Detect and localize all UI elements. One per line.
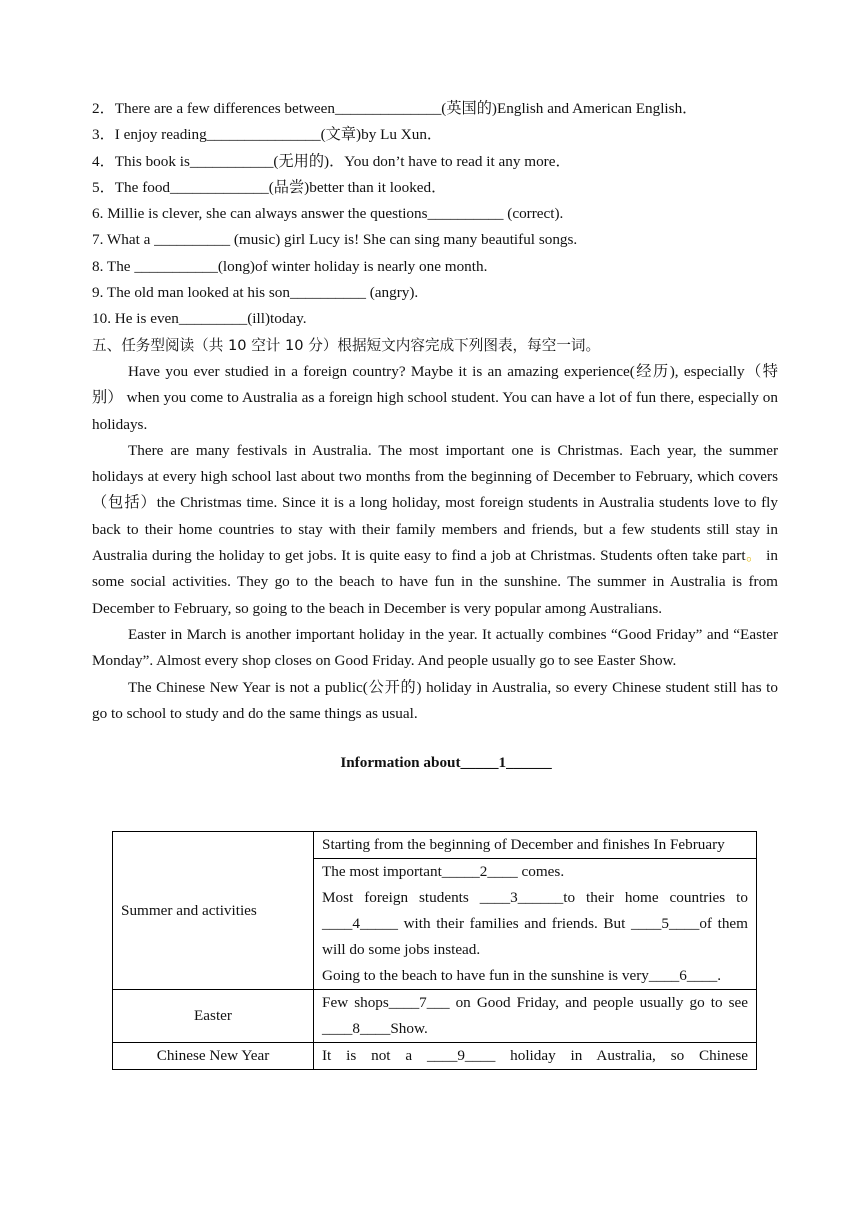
- easter-text: Few shops____7___ on Good Friday, and people usually go to see ____8____Show.: [314, 990, 757, 1043]
- exercise-line-2: 2．There are a few differences between______________(英国的)English and American English．: [92, 100, 698, 117]
- summer-row-2: [314, 859, 757, 990]
- table-row: [113, 832, 757, 859]
- passage-paragraph-1: Have you ever studied in a foreign country? Maybe it is an amazing experience(经历), especially（特别） when you come to Australia as a foreign high school student. You can have a lot of fun there, especially on holidays.: [92, 362, 778, 433]
- section-heading: 五、任务型阅读（共 10 空计 10 分）根据短文内容完成下列图表，每空一词。: [92, 336, 601, 354]
- cny-text: It is not a ____9____ holiday in Australia, so Chinese: [314, 1043, 757, 1070]
- table-row: [113, 1043, 757, 1070]
- spacer: [92, 727, 778, 753]
- document-page: [92, 96, 778, 773]
- passage-paragraph-4: The Chinese New Year is not a public(公开的) holiday in Australia, so every Chinese student still has to go to school to study and do the same things as usual.: [92, 678, 778, 722]
- table-row: [113, 990, 757, 1043]
- easter-label: Easter: [113, 990, 314, 1043]
- summer-row-2-line-b: Most foreign students ____3______to their home countries to ____4_____ with their families and friends. But ____5____of them will do some jobs instead.: [322, 889, 748, 958]
- table-title: Information about_____1______: [340, 754, 552, 772]
- exercise-line-10: 10. He is even_________(ill)today.: [92, 310, 307, 328]
- summer-row-2-line-a: The most important_____2____ comes.: [322, 863, 565, 880]
- exercise-line-4: 4．This book is___________(无用的)．You don’t have to read it any more．: [92, 152, 571, 170]
- exercise-line-3: 3．I enjoy reading_______________(文章)by Lu Xun．: [92, 126, 443, 144]
- info-table: [112, 831, 757, 1070]
- summer-label: Summer and activities: [113, 832, 314, 990]
- passage-paragraph-2-text: There are many festivals in Australia. The most important one is Christmas. Each year, the summer holidays at every high school last about two months from the beginning of December to February, which covers （包括）the Christmas time. Since it is a long holiday, most foreign students in Australia students love to fly back to their home countries to stay with their family members and friends, but a few students still stay in Australia during the holiday to get jobs. It is quite easy to find a job at Christmas. Students often take part: [92, 441, 778, 565]
- passage-paragraph-3: Easter in March is another important holiday in the year. It actually combines “Good Friday” and “Easter Monday”. Almost every shop closes on Good Friday. And people usually go to see Easter Show.: [92, 625, 778, 670]
- summer-row-1: Starting from the beginning of December and finishes In February: [314, 832, 757, 859]
- passage-paragraph-2: [92, 438, 778, 622]
- exercise-line-6: 6. Millie is clever, she can always answer the questions__________ (correct).: [92, 205, 564, 223]
- passage-paragraph-2-rest: in some social activities. They go to the beach to have fun in the sunshine. The summer in Australia is from December to February, so going to the beach in December is very popular among Australians.: [92, 547, 778, 617]
- cny-label: Chinese New Year: [113, 1043, 314, 1070]
- exercise-line-7: 7. What a __________ (music) girl Lucy is! She can sing many beautiful songs.: [92, 231, 578, 249]
- exercise-line-8: 8. The ___________(long)of winter holiday is nearly one month.: [92, 257, 488, 275]
- summer-row-2-line-c: Going to the beach to have fun in the sunshine is very____6____.: [322, 967, 722, 984]
- marker-dot: 。: [745, 547, 762, 565]
- exercise-line-9: 9. The old man looked at his son__________ (angry).: [92, 284, 419, 302]
- exercise-line-5: 5．The food_____________(品尝)better than it looked．: [92, 178, 447, 196]
